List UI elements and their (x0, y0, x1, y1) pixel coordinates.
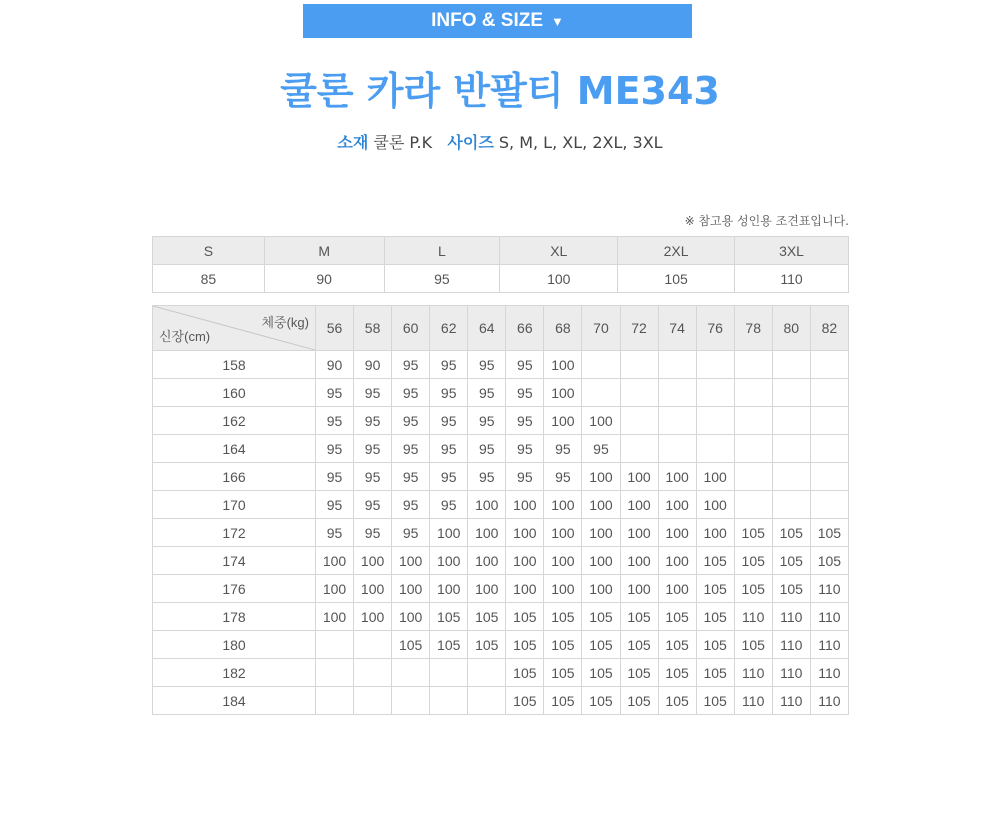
size-cell: 100 (620, 519, 658, 547)
size-cell (468, 659, 506, 687)
size-cell (430, 687, 468, 715)
size-cell (392, 687, 430, 715)
size-cell: 95 (392, 491, 430, 519)
size-cell: 95 (316, 379, 354, 407)
size-cell (772, 379, 810, 407)
size-cell: 110 (810, 687, 848, 715)
size-cell (658, 407, 696, 435)
size-cell (620, 351, 658, 379)
table-row (153, 379, 849, 407)
size-header-cell: M (264, 237, 384, 265)
size-cell: 110 (734, 659, 772, 687)
size-cell: 105 (810, 519, 848, 547)
size-cell: 105 (696, 603, 734, 631)
size-cell: 100 (620, 575, 658, 603)
size-header-row (153, 237, 849, 265)
size-header-cell: 2XL (618, 237, 735, 265)
size-cell (316, 659, 354, 687)
size-cell: 105 (696, 575, 734, 603)
size-cell (392, 659, 430, 687)
size-cell: 105 (734, 519, 772, 547)
table-row (153, 463, 849, 491)
height-cell: 184 (153, 687, 316, 715)
size-cell: 100 (696, 519, 734, 547)
size-cell: 105 (620, 603, 658, 631)
size-cell: 95 (430, 407, 468, 435)
size-cell (772, 435, 810, 463)
size-cell: 100 (582, 407, 620, 435)
size-cell (316, 631, 354, 659)
size-cell: 105 (658, 659, 696, 687)
size-cell: 105 (468, 631, 506, 659)
height-cell: 166 (153, 463, 316, 491)
size-cell: 95 (392, 519, 430, 547)
size-cell: 100 (468, 547, 506, 575)
material-key: 소재 (337, 133, 369, 152)
size-cell: 100 (620, 547, 658, 575)
height-cell: 170 (153, 491, 316, 519)
weight-header-cell: 58 (354, 306, 392, 351)
size-cell: 95 (506, 435, 544, 463)
table-row (153, 407, 849, 435)
size-value-row (153, 265, 849, 293)
size-header-cell: S (153, 237, 265, 265)
size-cell: 100 (544, 575, 582, 603)
size-cell (620, 435, 658, 463)
size-cell: 105 (506, 631, 544, 659)
size-conversion-table (152, 236, 849, 293)
size-cell (772, 407, 810, 435)
size-cell: 95 (354, 519, 392, 547)
size-cell: 100 (658, 547, 696, 575)
size-cell (696, 351, 734, 379)
size-cell: 105 (544, 631, 582, 659)
size-cell (658, 379, 696, 407)
weight-header-cell: 62 (430, 306, 468, 351)
chart-corner (153, 306, 316, 351)
size-cell: 95 (354, 379, 392, 407)
weight-header-cell: 74 (658, 306, 696, 351)
weight-header-cell: 70 (582, 306, 620, 351)
size-cell: 95 (468, 407, 506, 435)
size-cell: 95 (430, 351, 468, 379)
size-cell: 100 (468, 575, 506, 603)
weight-header-cell: 68 (544, 306, 582, 351)
size-cell (696, 435, 734, 463)
size-cell: 95 (506, 463, 544, 491)
size-cell: 95 (354, 463, 392, 491)
table-row (153, 547, 849, 575)
size-cell: 100 (620, 463, 658, 491)
size-cell: 105 (544, 603, 582, 631)
size-cell: 105 (506, 687, 544, 715)
size-cell: 95 (468, 379, 506, 407)
size-cell: 95 (316, 491, 354, 519)
size-cell (620, 379, 658, 407)
size-cell: 95 (354, 407, 392, 435)
size-cell (658, 435, 696, 463)
size-cell: 95 (544, 463, 582, 491)
size-cell: 95 (582, 435, 620, 463)
size-cell: 95 (392, 435, 430, 463)
size-cell: 100 (392, 575, 430, 603)
size-cell (734, 351, 772, 379)
size-cell (468, 687, 506, 715)
size-cell: 105 (544, 687, 582, 715)
size-cell: 100 (582, 463, 620, 491)
size-cell: 110 (810, 659, 848, 687)
size-cell: 105 (734, 547, 772, 575)
size-cell (658, 351, 696, 379)
size-cell: 105 (544, 659, 582, 687)
size-cell: 105 (696, 659, 734, 687)
size-cell (810, 435, 848, 463)
size-cell: 105 (772, 547, 810, 575)
size-cell: 100 (544, 547, 582, 575)
height-cell: 176 (153, 575, 316, 603)
size-cell: 100 (316, 575, 354, 603)
size-cell: 95 (506, 351, 544, 379)
size-cell: 95 (316, 407, 354, 435)
table-row (153, 491, 849, 519)
size-cell: 95 (430, 491, 468, 519)
weight-header-cell: 72 (620, 306, 658, 351)
size-cell: 100 (658, 519, 696, 547)
size-cell: 100 (430, 575, 468, 603)
chart-body (153, 351, 849, 715)
size-cell: 100 (658, 491, 696, 519)
size-header-cell: 3XL (735, 237, 849, 265)
size-cell: 95 (316, 519, 354, 547)
size-cell: 110 (810, 631, 848, 659)
size-cell (810, 491, 848, 519)
size-cell (810, 379, 848, 407)
size-cell: 95 (430, 379, 468, 407)
size-cell: 95 (354, 435, 392, 463)
size-cell (316, 687, 354, 715)
size-cell: 100 (582, 575, 620, 603)
size-cell: 100 (354, 547, 392, 575)
size-cell: 105 (772, 575, 810, 603)
height-cell: 162 (153, 407, 316, 435)
table-row (153, 519, 849, 547)
table-row (153, 575, 849, 603)
size-cell: 90 (354, 351, 392, 379)
size-cell: 95 (392, 463, 430, 491)
weight-header-row (153, 306, 849, 351)
size-cell: 105 (658, 631, 696, 659)
size-cell: 100 (582, 519, 620, 547)
height-label: 신장(cm) (159, 329, 211, 344)
size-cell: 105 (582, 687, 620, 715)
material-value: 쿨론 P.K (373, 133, 433, 152)
size-cell: 90 (316, 351, 354, 379)
size-cell: 100 (468, 519, 506, 547)
size-cell: 95 (392, 379, 430, 407)
table-row (153, 435, 849, 463)
size-cell: 100 (506, 491, 544, 519)
size-cell: 95 (544, 435, 582, 463)
size-cell: 95 (392, 407, 430, 435)
size-cell: 105 (658, 687, 696, 715)
size-cell: 105 (582, 659, 620, 687)
size-cell: 105 (620, 631, 658, 659)
size-cell: 105 (658, 603, 696, 631)
size-cell: 100 (354, 603, 392, 631)
size-cell: 100 (658, 575, 696, 603)
size-cell: 105 (468, 603, 506, 631)
size-cell: 110 (810, 603, 848, 631)
size-key: 사이즈 (447, 133, 494, 152)
height-cell: 160 (153, 379, 316, 407)
size-cell (810, 463, 848, 491)
product-spec (0, 130, 1000, 153)
size-cell: 110 (734, 603, 772, 631)
table-row (153, 659, 849, 687)
size-cell: 100 (582, 547, 620, 575)
size-cell: 100 (392, 603, 430, 631)
size-cell: 100 (696, 463, 734, 491)
size-cell: 100 (506, 519, 544, 547)
size-cell: 100 (544, 519, 582, 547)
size-cell (582, 379, 620, 407)
height-cell: 158 (153, 351, 316, 379)
size-cell (696, 407, 734, 435)
size-cell: 105 (430, 631, 468, 659)
size-cell (734, 435, 772, 463)
size-cell: 105 (620, 687, 658, 715)
size-cell: 105 (582, 603, 620, 631)
table-row (153, 351, 849, 379)
weight-header-cell: 82 (810, 306, 848, 351)
weight-header-cell: 76 (696, 306, 734, 351)
size-value-cell: 110 (735, 265, 849, 293)
weight-label: 체중(kg) (261, 315, 309, 330)
size-cell (696, 379, 734, 407)
height-cell: 178 (153, 603, 316, 631)
weight-header-cell: 80 (772, 306, 810, 351)
weight-header-cell: 66 (506, 306, 544, 351)
size-cell: 100 (544, 351, 582, 379)
size-cell: 100 (354, 575, 392, 603)
size-header-cell: XL (500, 237, 618, 265)
size-cell: 95 (354, 491, 392, 519)
size-cell: 100 (696, 491, 734, 519)
size-cell: 105 (696, 547, 734, 575)
size-cell: 105 (734, 631, 772, 659)
size-cell: 95 (506, 407, 544, 435)
height-cell: 172 (153, 519, 316, 547)
size-cell: 100 (658, 463, 696, 491)
size-cell: 95 (392, 351, 430, 379)
size-cell: 100 (544, 491, 582, 519)
weight-header-cell: 56 (316, 306, 354, 351)
size-chart-table (152, 305, 849, 715)
size-cell: 100 (506, 575, 544, 603)
height-cell: 164 (153, 435, 316, 463)
size-cell: 105 (696, 687, 734, 715)
size-cell: 105 (696, 631, 734, 659)
info-size-banner (303, 4, 692, 38)
size-cell: 110 (772, 659, 810, 687)
size-cell: 95 (468, 463, 506, 491)
size-cell: 95 (468, 435, 506, 463)
weight-header-cell: 78 (734, 306, 772, 351)
banner-label: INFO & SIZE (431, 10, 544, 31)
size-cell: 95 (430, 435, 468, 463)
size-value-cell: 85 (153, 265, 265, 293)
size-cell (810, 351, 848, 379)
size-cell (772, 491, 810, 519)
size-value-cell: 105 (618, 265, 735, 293)
size-cell (582, 351, 620, 379)
size-cell: 105 (392, 631, 430, 659)
size-value-cell: 90 (264, 265, 384, 293)
size-cell: 110 (772, 687, 810, 715)
size-cell: 95 (316, 463, 354, 491)
weight-header-cell: 60 (392, 306, 430, 351)
height-cell: 174 (153, 547, 316, 575)
size-cell (772, 463, 810, 491)
size-cell: 105 (430, 603, 468, 631)
size-cell (772, 351, 810, 379)
size-cell (734, 379, 772, 407)
size-cell (734, 463, 772, 491)
reference-note: ※ 참고용 성인용 조견표입니다. (684, 214, 849, 228)
size-cell: 110 (810, 575, 848, 603)
size-cell: 100 (582, 491, 620, 519)
size-cell: 105 (582, 631, 620, 659)
height-cell: 182 (153, 659, 316, 687)
size-cell: 105 (810, 547, 848, 575)
weight-header-cell: 64 (468, 306, 506, 351)
size-cell: 95 (468, 351, 506, 379)
size-cell: 100 (620, 491, 658, 519)
table-row (153, 687, 849, 715)
size-cell (354, 659, 392, 687)
size-cell: 110 (772, 603, 810, 631)
size-value-cell: 95 (384, 265, 500, 293)
size-cell: 105 (506, 603, 544, 631)
size-cell: 95 (316, 435, 354, 463)
size-cell: 100 (392, 547, 430, 575)
size-cell: 110 (772, 631, 810, 659)
size-header-cell: L (384, 237, 500, 265)
table-row (153, 603, 849, 631)
size-cell: 100 (316, 547, 354, 575)
size-cell (354, 631, 392, 659)
product-title: 쿨론 카라 반팔티 ME343 (280, 69, 720, 113)
size-cell: 95 (430, 463, 468, 491)
size-cell (354, 687, 392, 715)
size-cell: 100 (544, 379, 582, 407)
triangle-down-icon: ▼ (551, 13, 564, 29)
size-cell (734, 407, 772, 435)
size-cell: 105 (506, 659, 544, 687)
table-row (153, 631, 849, 659)
size-cell: 105 (772, 519, 810, 547)
size-cell: 100 (430, 519, 468, 547)
size-cell: 100 (468, 491, 506, 519)
size-cell: 110 (734, 687, 772, 715)
size-cell: 105 (620, 659, 658, 687)
size-cell (810, 407, 848, 435)
size-cell: 100 (316, 603, 354, 631)
size-cell (734, 491, 772, 519)
size-cell (430, 659, 468, 687)
size-cell: 100 (430, 547, 468, 575)
size-cell (620, 407, 658, 435)
height-cell: 180 (153, 631, 316, 659)
size-cell: 105 (734, 575, 772, 603)
size-value: S, M, L, XL, 2XL, 3XL (498, 133, 663, 152)
size-cell: 100 (506, 547, 544, 575)
size-value-cell: 100 (500, 265, 618, 293)
size-cell: 100 (544, 407, 582, 435)
size-cell: 95 (506, 379, 544, 407)
